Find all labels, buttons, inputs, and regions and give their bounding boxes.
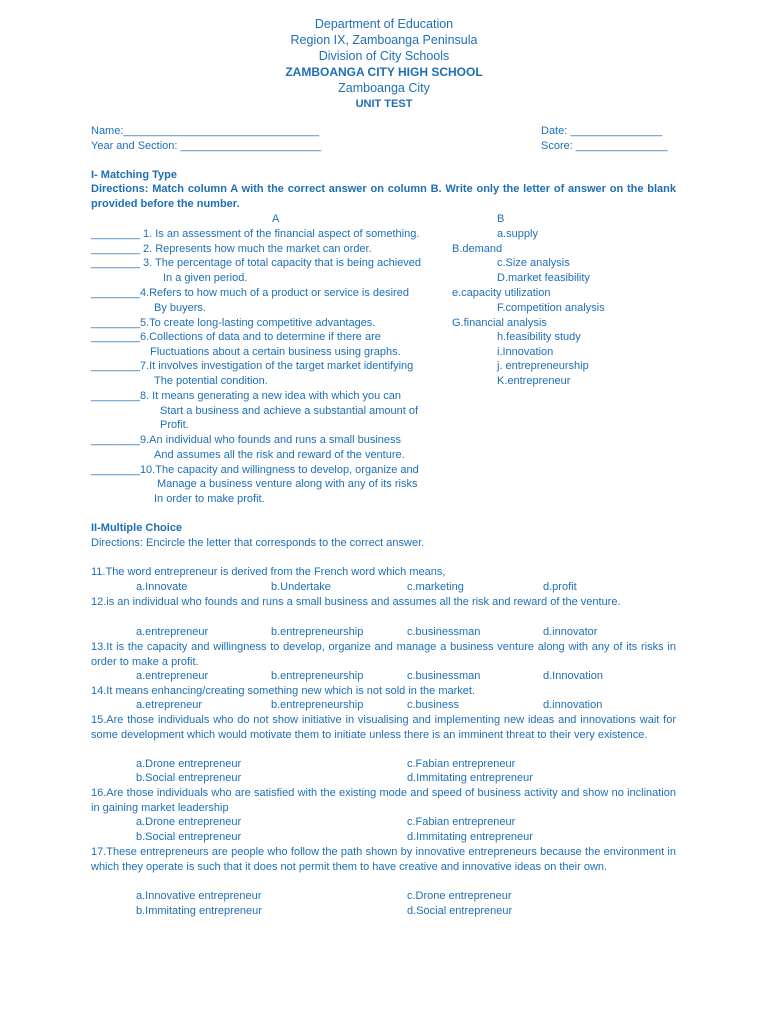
matching-item: ________ 3. The percentage of total capacity that is being achieved — [91, 257, 422, 269]
matching-item: ________4.Refers to how much of a product or service is desired — [91, 287, 409, 299]
score-field: Score: _______________ — [541, 140, 668, 152]
school-name: ZAMBOANGA CITY HIGH SCHOOL — [285, 65, 483, 79]
question-12: 12.is an individual who founds and runs a small business and assumes all the risk and reward of the venture. — [91, 596, 621, 608]
matching-item: ________ 2. Represents how much the market can order. — [91, 243, 372, 255]
matching-choice: G.financial analysis — [452, 317, 547, 329]
matching-item-cont: In a given period. — [163, 272, 248, 284]
part1-title: I- Matching Type — [91, 169, 177, 181]
year-section-field: Year and Section: _______________________ — [91, 140, 322, 152]
option: a.Drone entrepreneur — [136, 758, 242, 770]
part2-title: II-Multiple Choice — [91, 522, 183, 534]
matching-choice: B.demand — [452, 243, 503, 255]
option: b.entrepreneurship — [271, 670, 364, 682]
matching-item-cont: In order to make profit. — [154, 493, 265, 505]
matching-item: ________ 1. Is an assessment of the financial aspect of something. — [91, 228, 420, 240]
option: d.Innovation — [543, 670, 603, 682]
option: d.Immitating entrepreneur — [407, 831, 533, 843]
option: d.profit — [543, 581, 577, 593]
question-15: 15.Are those individuals who do not show initiative in visualising and implementing new ideas and innovations wait for some development which would motivate them to initiate unless there is an imminent threat to their very existence. — [91, 714, 676, 741]
matching-item-cont: By buyers. — [154, 302, 206, 314]
question-16: 16.Are those individuals who are satisfied with the existing mode and speed of business activity and show no inclination in gaining market leadership — [91, 787, 676, 814]
date-field: Date: _______________ — [541, 125, 663, 137]
matching-item: ________7.It involves investigation of the target market identifying — [91, 360, 414, 372]
column-a-header: A — [272, 213, 280, 225]
matching-choice: j. entrepreneurship — [497, 360, 589, 372]
matching-choice: D.market feasibility — [497, 272, 590, 284]
matching-item-cont: Profit. — [160, 419, 189, 431]
option: b.Immitating entrepreneur — [136, 905, 262, 917]
option: c.Fabian entrepreneur — [407, 758, 516, 770]
option: a.entrepreneur — [136, 626, 209, 638]
matching-item-cont: Fluctuations about a certain business using graphs. — [150, 346, 401, 358]
option: c.business — [407, 699, 459, 711]
matching-choice: c.Size analysis — [497, 257, 570, 269]
matching-choice: K.entrepreneur — [497, 375, 571, 387]
question-14: 14.It means enhancing/creating something new which is not sold in the market. — [91, 685, 475, 697]
matching-item-cont: Start a business and achieve a substantial amount of — [160, 405, 419, 417]
option: b.Social entrepreneur — [136, 831, 242, 843]
option: d.innovator — [543, 626, 598, 638]
matching-choice: a.supply — [497, 228, 538, 240]
option: a.Innovative entrepreneur — [136, 890, 262, 902]
option: c.Drone entrepreneur — [407, 890, 512, 902]
question-11: 11.The word entrepreneur is derived from the French word which means, — [91, 566, 446, 578]
matching-item-cont: And assumes all the risk and reward of the venture. — [154, 449, 405, 461]
question-13: 13.It is the capacity and willingness to develop, organize and manage a business venture along with any of its risks in order to make a profit. — [91, 641, 676, 668]
matching-item: ________9.An individual who founds and runs a small business — [91, 434, 402, 446]
option: d.innovation — [543, 699, 603, 711]
option: c.businessman — [407, 670, 481, 682]
option: a.Drone entrepreneur — [136, 816, 242, 828]
option: b.entrepreneurship — [271, 699, 364, 711]
option: c.marketing — [407, 581, 464, 593]
option: c.businessman — [407, 626, 481, 638]
option: a.Innovate — [136, 581, 188, 593]
document-header — [0, 16, 768, 112]
part2-directions: Directions: Encircle the letter that corresponds to the correct answer. — [91, 537, 425, 549]
option: b.Social entrepreneur — [136, 772, 242, 784]
part1-directions: Directions: Match column A with the correct answer on column B. Write only the letter of answer on the blank provided before the number. — [91, 183, 676, 210]
region-line: Region IX, Zamboanga Peninsula — [290, 33, 478, 47]
option: b.entrepreneurship — [271, 626, 364, 638]
division-line: Division of City Schools — [318, 49, 450, 63]
matching-choice: e.capacity utilization — [452, 287, 551, 299]
option: b.Undertake — [271, 581, 331, 593]
matching-item-cont: The potential condition. — [154, 375, 268, 387]
matching-item: ________10.The capacity and willingness to develop, organize and — [91, 464, 419, 476]
option: a.entrepreneur — [136, 670, 209, 682]
matching-choice: i.Innovation — [497, 346, 554, 358]
city-line: Zamboanga City — [338, 81, 430, 95]
name-field: Name:________________________________ — [91, 125, 320, 137]
matching-item: ________6.Collections of data and to determine if there are — [91, 331, 381, 343]
matching-choice: h.feasibility study — [497, 331, 581, 343]
matching-item: ________5.To create long-lasting competitive advantages. — [91, 317, 376, 329]
option: a.etrepreneur — [136, 699, 203, 711]
option: c.Fabian entrepreneur — [407, 816, 516, 828]
matching-item: ________8. It means generating a new idea with which you can — [91, 390, 402, 402]
test-title: UNIT TEST — [355, 98, 413, 110]
department-line: Department of Education — [314, 17, 454, 31]
matching-item-cont: Manage a business venture along with any of its risks — [157, 478, 418, 490]
column-b-header: B — [497, 213, 505, 225]
option: d.Immitating entrepreneur — [407, 772, 533, 784]
matching-choice: F.competition analysis — [497, 302, 605, 314]
option: d.Social entrepreneur — [407, 905, 513, 917]
question-17: 17.These entrepreneurs are people who follow the path shown by innovative entrepreneurs because the environment in which they operate is such that it does not permit them to have creative and innovative ideas on their own. — [91, 846, 676, 873]
